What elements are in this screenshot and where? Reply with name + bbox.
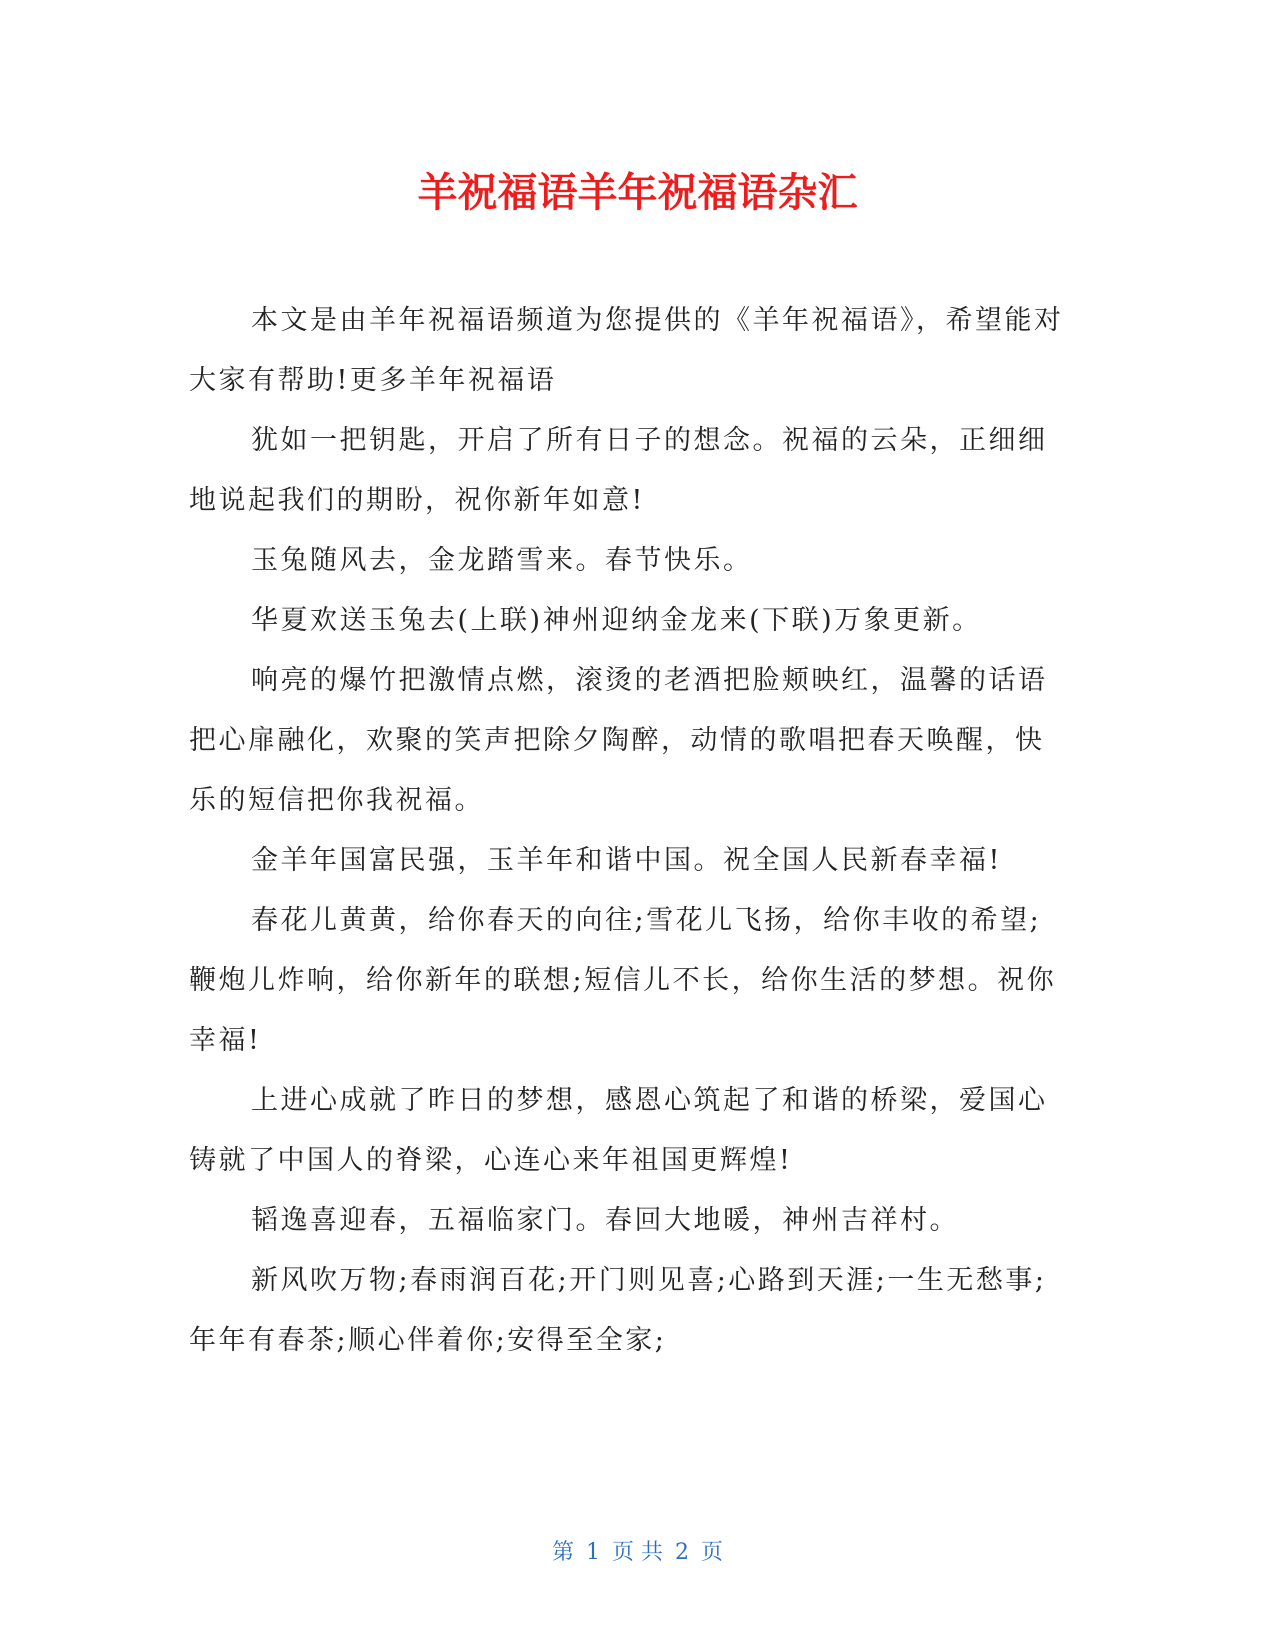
total-pages-number: 2 — [675, 1540, 689, 1565]
page-label-suffix: 页 — [701, 1540, 724, 1565]
paragraph: 犹如一把钥匙，开启了所有日子的想念。祝福的云朵，正细细地说起我们的期盼，祝你新年如意! — [189, 425, 1048, 516]
page-label-mid: 页 共 — [612, 1540, 663, 1565]
document-body — [189, 291, 1069, 1371]
paragraph: 韬逸喜迎春，五福临家门。春回大地暖，神州吉祥村。 — [251, 1205, 959, 1236]
paragraph: 春花儿黄黄，给你春天的向往;雪花儿飞扬，给你丰收的希望;鞭炮儿炸响，给你新年的联想;短信儿不长，给你生活的梦想。祝你幸福! — [189, 905, 1057, 1056]
paragraph: 华夏欢送玉兔去(上联)神州迎纳金龙来(下联)万象更新。 — [251, 605, 982, 636]
paragraph: 玉兔随风去，金龙踏雪来。春节快乐。 — [251, 545, 753, 576]
document-title: 羊祝福语羊年祝福语杂汇 — [417, 170, 858, 216]
paragraph: 金羊年国富民强，玉羊年和谐中国。祝全国人民新春幸福! — [251, 845, 1002, 876]
current-page-number: 1 — [586, 1540, 600, 1565]
paragraph: 响亮的爆竹把激情点燃，滚烫的老酒把脸颊映红，温馨的话语把心扉融化，欢聚的笑声把除夕陶醉，动情的歌唱把春天唤醒，快乐的短信把你我祝福。 — [189, 665, 1048, 816]
paragraph: 本文是由羊年祝福语频道为您提供的《羊年祝福语》，希望能对大家有帮助!更多羊年祝福语 — [189, 305, 1064, 396]
page-footer — [0, 1538, 1275, 1568]
paragraph: 新风吹万物;春雨润百花;开门则见喜;心路到天涯;一生无愁事;年年有春茶;顺心伴着你;安得至全家; — [189, 1265, 1047, 1356]
paragraph: 上进心成就了昨日的梦想，感恩心筑起了和谐的桥梁，爱国心铸就了中国人的脊梁，心连心来年祖国更辉煌! — [189, 1085, 1048, 1176]
page-label-prefix: 第 — [551, 1540, 574, 1565]
